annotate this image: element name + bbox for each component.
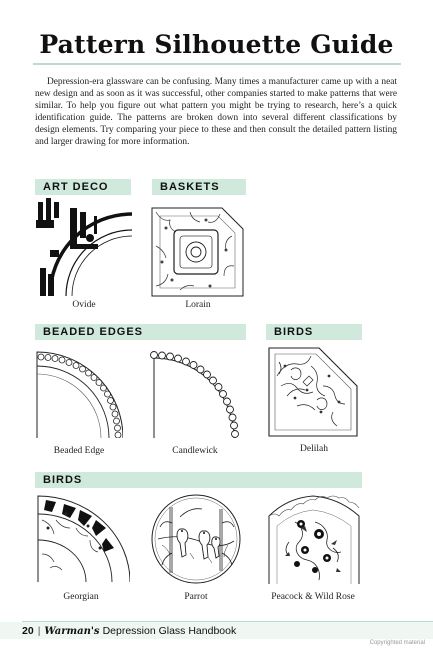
delilah-illustration: [267, 346, 359, 438]
title-divider: [33, 63, 401, 65]
footer-separator: |: [37, 625, 41, 637]
section-label-art-deco: ART DECO: [35, 179, 131, 195]
ovide-illustration: [36, 198, 132, 296]
caption-candlewick: Candlewick: [172, 446, 218, 456]
georgian-illustration: [36, 494, 130, 582]
page-number: 20: [22, 625, 34, 637]
section-label-birds-continued: BIRDS: [35, 472, 362, 488]
lorain-illustration: [150, 206, 245, 298]
candlewick-illustration: [150, 350, 240, 440]
page-footer: [22, 624, 236, 638]
beaded-edge-illustration: [35, 350, 123, 438]
brand-logo: Warman's: [44, 626, 100, 637]
caption-lorain: Lorain: [185, 300, 211, 310]
caption-parrot: Parrot: [184, 592, 208, 602]
parrot-illustration: [150, 493, 242, 585]
page-title: Pattern Silhouette Guide: [39, 30, 394, 59]
peacock-wild-rose-illustration: [267, 492, 361, 586]
book-title: Depression Glass Handbook: [102, 625, 237, 637]
caption-delilah: Delilah: [300, 444, 328, 454]
section-label-beaded-edges: BEADED EDGES: [35, 324, 246, 340]
section-label-baskets: BASKETS: [152, 179, 246, 195]
caption-beaded-edge: Beaded Edge: [53, 446, 105, 456]
caption-georgian: Georgian: [63, 592, 99, 602]
copyright-watermark: Copyrighted material: [369, 640, 425, 646]
caption-ovide: Ovide: [72, 300, 96, 310]
caption-peacock-wild-rose: Peacock & Wild Rose: [271, 592, 355, 602]
intro-paragraph: Depression-era glassware can be confusing. Many times a manufacturer came up with a neat new design and as soon as it was successful, other companies started to make patterns that were similar. To help you figure out what pattern you might be trying to research, here’s a quick identification guide. The patterns are broken down into several different classifications by design elements. Try comparing your piece to these and then consult the detailed pattern listing and larger drawing for more information.: [35, 77, 397, 147]
section-label-birds: BIRDS: [266, 324, 362, 340]
